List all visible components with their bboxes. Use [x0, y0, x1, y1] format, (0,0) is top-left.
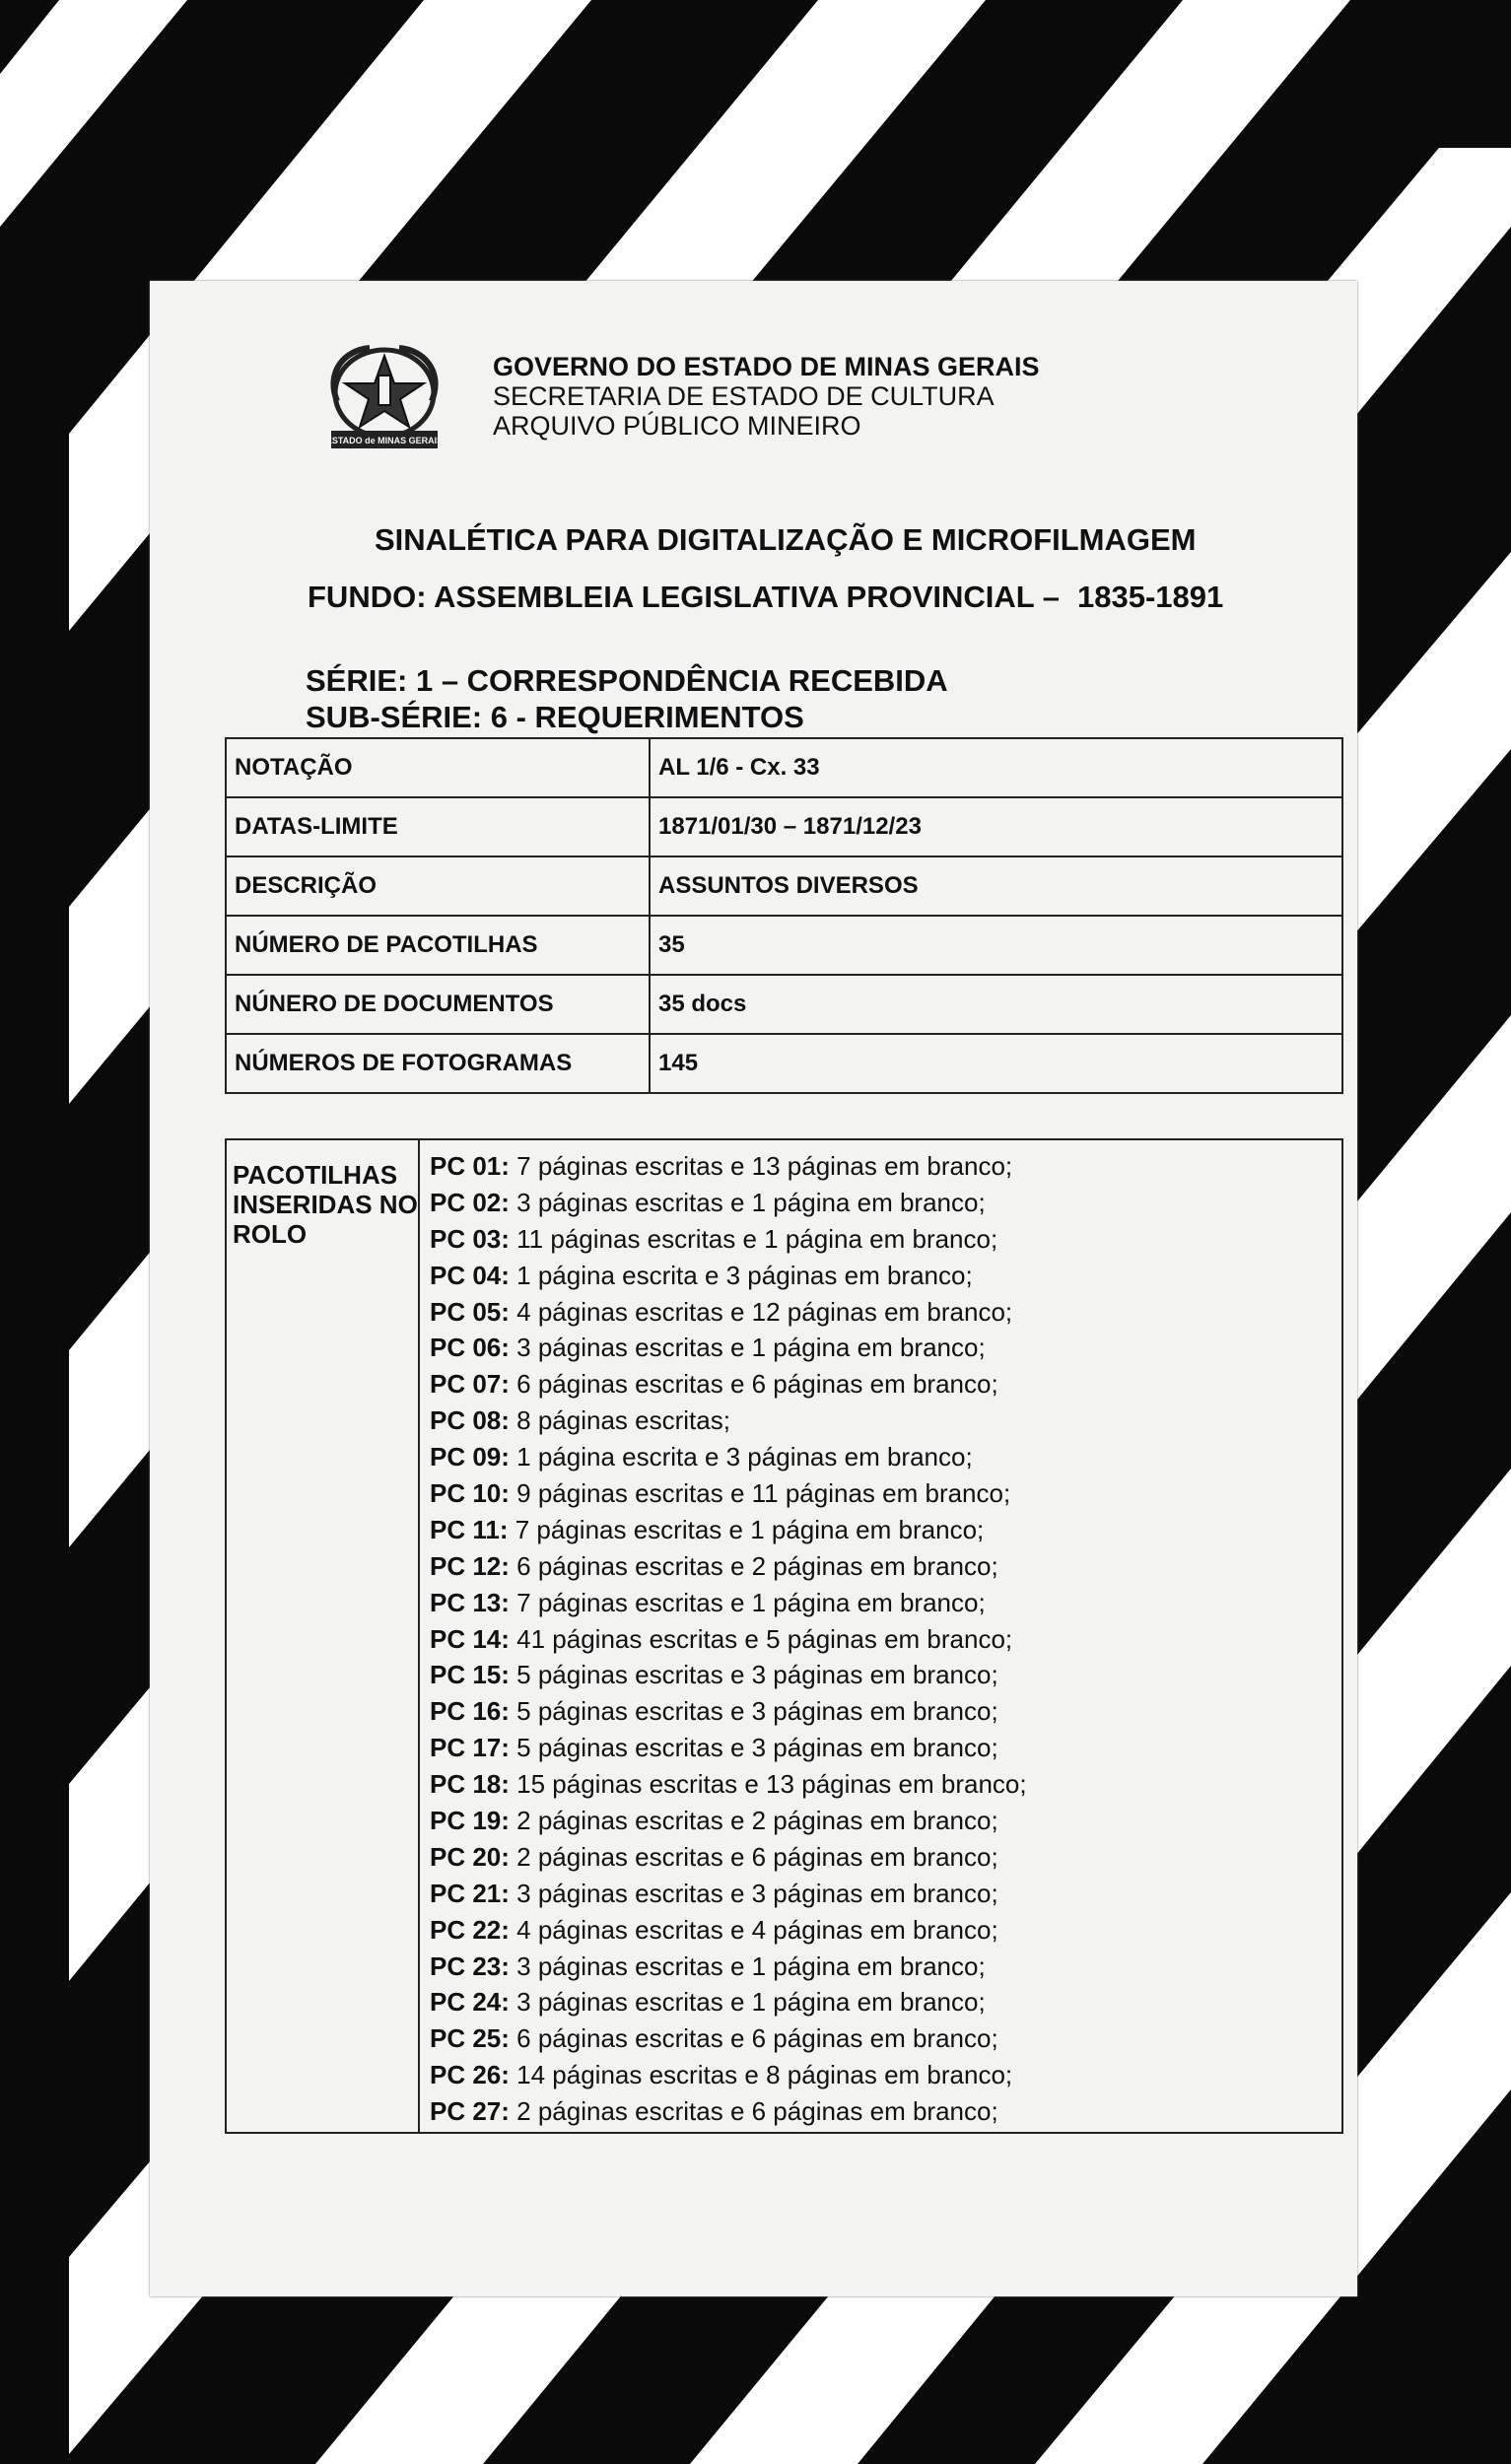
pacotilha-description: 3 páginas escritas e 1 página em branco;	[516, 1333, 986, 1363]
pacotilha-description: 4 páginas escritas e 4 páginas em branco;	[516, 1914, 998, 1945]
pacotilha-code: PC 20:	[430, 1841, 510, 1872]
pacotilha-code: PC 01:	[430, 1151, 510, 1181]
pacotilha-code: PC 27:	[430, 2096, 510, 2127]
pacotilha-description: 4 páginas escritas e 12 páginas em branco;	[516, 1296, 1013, 1327]
pacotilha-description: 6 páginas escritas e 6 páginas em branco;	[516, 1369, 998, 1400]
pacotilhas-label-line: INSERIDAS NO	[233, 1190, 418, 1219]
pacotilha-code: PC 13:	[430, 1587, 510, 1617]
pacotilha-code: PC 24:	[430, 1987, 510, 2018]
list-item	[430, 1657, 1337, 1693]
numero-documentos-value: 35 docs	[650, 975, 1342, 1034]
pacotilha-code: PC 09:	[430, 1442, 510, 1472]
fundo-dates: 1835-1891	[1076, 580, 1224, 614]
pacotilha-code: PC 14:	[430, 1623, 510, 1654]
pacotilha-code: PC 04:	[430, 1260, 510, 1290]
pacotilha-description: 6 páginas escritas e 2 páginas em branco;	[516, 1550, 998, 1581]
list-item	[430, 1439, 1337, 1475]
pacotilha-code: PC 19:	[430, 1806, 510, 1836]
state-seal-icon	[315, 342, 453, 460]
numero-pacotilhas-label: NÚMERO DE PACOTILHAS	[226, 916, 650, 975]
list-item	[430, 1766, 1337, 1803]
pacotilha-code: PC 15:	[430, 1660, 510, 1690]
datas-limite-value: 1871/01/30 – 1871/12/23	[650, 797, 1342, 856]
notacao-label: NOTAÇÃO	[226, 738, 650, 797]
list-item	[430, 1876, 1337, 1912]
pacotilhas-table	[225, 1138, 1343, 2134]
pacotilha-code: PC 11:	[430, 1514, 509, 1544]
table-row	[226, 1034, 1342, 1093]
pacotilhas-label-line: PACOTILHAS	[233, 1160, 398, 1190]
subserie-line: SUB-SÉRIE: 6 - REQUERIMENTOS	[306, 700, 804, 734]
pacotilha-description: 3 páginas escritas e 1 página em branco;	[516, 1187, 986, 1217]
list-item	[430, 1258, 1337, 1294]
numero-fotogramas-label: NÚMEROS DE FOTOGRAMAS	[226, 1034, 650, 1093]
list-item	[430, 1294, 1337, 1331]
list-item	[430, 1912, 1337, 1949]
pacotilha-description: 2 páginas escritas e 2 páginas em branco;	[516, 1806, 998, 1836]
institution-header	[315, 342, 1202, 460]
pacotilha-description: 5 páginas escritas e 3 páginas em branco;	[516, 1733, 998, 1763]
pacotilha-description: 7 páginas escritas e 13 páginas em branco;	[516, 1151, 1013, 1181]
document-sheet	[150, 281, 1357, 2296]
pacotilha-description: 6 páginas escritas e 6 páginas em branco;	[516, 2023, 998, 2054]
table-row	[226, 738, 1342, 797]
pacotilha-code: PC 18:	[430, 1769, 510, 1800]
pacotilha-description: 11 páginas escritas e 1 página em branco;	[516, 1223, 998, 1254]
list-item	[430, 1730, 1337, 1766]
metadata-table	[225, 737, 1343, 1094]
pacotilha-description: 7 páginas escritas e 1 página em branco;	[516, 1587, 986, 1617]
pacotilha-code: PC 23:	[430, 1951, 510, 1981]
table-row	[226, 916, 1342, 975]
pacotilha-code: PC 08:	[430, 1405, 510, 1436]
list-item	[430, 2020, 1337, 2057]
list-item	[430, 1475, 1337, 1512]
pacotilha-code: PC 06:	[430, 1333, 510, 1363]
list-item	[430, 1984, 1337, 2020]
list-item	[430, 2057, 1337, 2093]
list-item	[430, 2093, 1337, 2130]
pacotilha-description: 15 páginas escritas e 13 páginas em branco;	[516, 1769, 1027, 1800]
pacotilha-description: 41 páginas escritas e 5 páginas em branco;	[516, 1623, 1013, 1654]
pacotilha-description: 5 páginas escritas e 3 páginas em branco;	[516, 1696, 998, 1727]
list-item	[430, 1330, 1337, 1366]
pacotilha-description: 2 páginas escritas e 6 páginas em branco;	[516, 1841, 998, 1872]
pacotilha-code: PC 07:	[430, 1369, 510, 1400]
numero-pacotilhas-value: 35	[650, 916, 1342, 975]
list-item	[430, 1148, 1337, 1185]
list-item	[430, 1185, 1337, 1221]
pacotilha-code: PC 22:	[430, 1914, 510, 1945]
table-row	[226, 797, 1342, 856]
numero-documentos-label: NÚNERO DE DOCUMENTOS	[226, 975, 650, 1034]
pacotilha-description: 14 páginas escritas e 8 páginas em branco;	[516, 2060, 1013, 2090]
list-item	[430, 1221, 1337, 1258]
pacotilha-code: PC 17:	[430, 1733, 510, 1763]
numero-fotogramas-value: 145	[650, 1034, 1342, 1093]
list-item	[430, 1803, 1337, 1839]
list-item	[430, 1693, 1337, 1730]
pacotilha-description: 5 páginas escritas e 3 páginas em branco;	[516, 1660, 998, 1690]
pacotilha-description: 3 páginas escritas e 1 página em branco;	[516, 1951, 986, 1981]
document-title: SINALÉTICA PARA DIGITALIZAÇÃO E MICROFILMAGEM	[375, 522, 1197, 557]
list-item	[430, 1839, 1337, 1876]
pacotilha-code: PC 10:	[430, 1478, 510, 1509]
table-row	[226, 856, 1342, 916]
pacotilha-code: PC 16:	[430, 1696, 510, 1727]
descricao-value: ASSUNTOS DIVERSOS	[650, 856, 1342, 916]
pacotilha-description: 1 página escrita e 3 páginas em branco;	[516, 1442, 973, 1472]
list-item	[430, 1548, 1337, 1585]
pacotilha-description: 2 páginas escritas e 6 páginas em branco;	[516, 2096, 998, 2127]
header-secretariat: SECRETARIA DE ESTADO DE CULTURA	[493, 381, 995, 411]
pacotilha-code: PC 05:	[430, 1296, 510, 1327]
serie-line: SÉRIE: 1 – CORRESPONDÊNCIA RECEBIDA	[306, 663, 948, 698]
pacotilha-description: 3 páginas escritas e 3 páginas em branco;	[516, 1878, 998, 1908]
pacotilhas-list	[430, 1148, 1337, 2130]
list-item	[430, 1403, 1337, 1439]
pacotilha-code: PC 25:	[430, 2023, 510, 2054]
fundo-label: FUNDO: ASSEMBLEIA LEGISLATIVA PROVINCIAL –	[308, 580, 1060, 614]
pacotilha-description: 9 páginas escritas e 11 páginas em branco;	[516, 1478, 1011, 1509]
pacotilhas-label	[227, 1140, 420, 2132]
fundo-line	[308, 580, 1223, 615]
pacotilha-description: 3 páginas escritas e 1 página em branco;	[516, 1987, 986, 2018]
list-item	[430, 1621, 1337, 1658]
pacotilha-description: 1 página escrita e 3 páginas em branco;	[516, 1260, 973, 1290]
descricao-label: DESCRIÇÃO	[226, 856, 650, 916]
list-item	[430, 1512, 1337, 1548]
header-government: GOVERNO DO ESTADO DE MINAS GERAIS	[493, 352, 1040, 381]
svg-text:ESTADO de MINAS GERAIS: ESTADO de MINAS GERAIS	[325, 436, 444, 445]
pacotilha-code: PC 02:	[430, 1187, 510, 1217]
pacotilha-code: PC 12:	[430, 1550, 510, 1581]
list-item	[430, 1949, 1337, 1985]
datas-limite-label: DATAS-LIMITE	[226, 797, 650, 856]
list-item	[430, 1585, 1337, 1621]
pacotilhas-label-line: ROLO	[233, 1219, 308, 1249]
pacotilha-code: PC 26:	[430, 2060, 510, 2090]
pacotilha-code: PC 21:	[430, 1878, 510, 1908]
notacao-value: AL 1/6 - Cx. 33	[650, 738, 1342, 797]
pacotilha-description: 7 páginas escritas e 1 página em branco;	[515, 1514, 985, 1544]
pacotilha-code: PC 03:	[430, 1223, 510, 1254]
pacotilha-description: 8 páginas escritas;	[516, 1405, 730, 1436]
table-row	[226, 975, 1342, 1034]
header-archive: ARQUIVO PÚBLICO MINEIRO	[493, 411, 861, 441]
list-item	[430, 1366, 1337, 1403]
